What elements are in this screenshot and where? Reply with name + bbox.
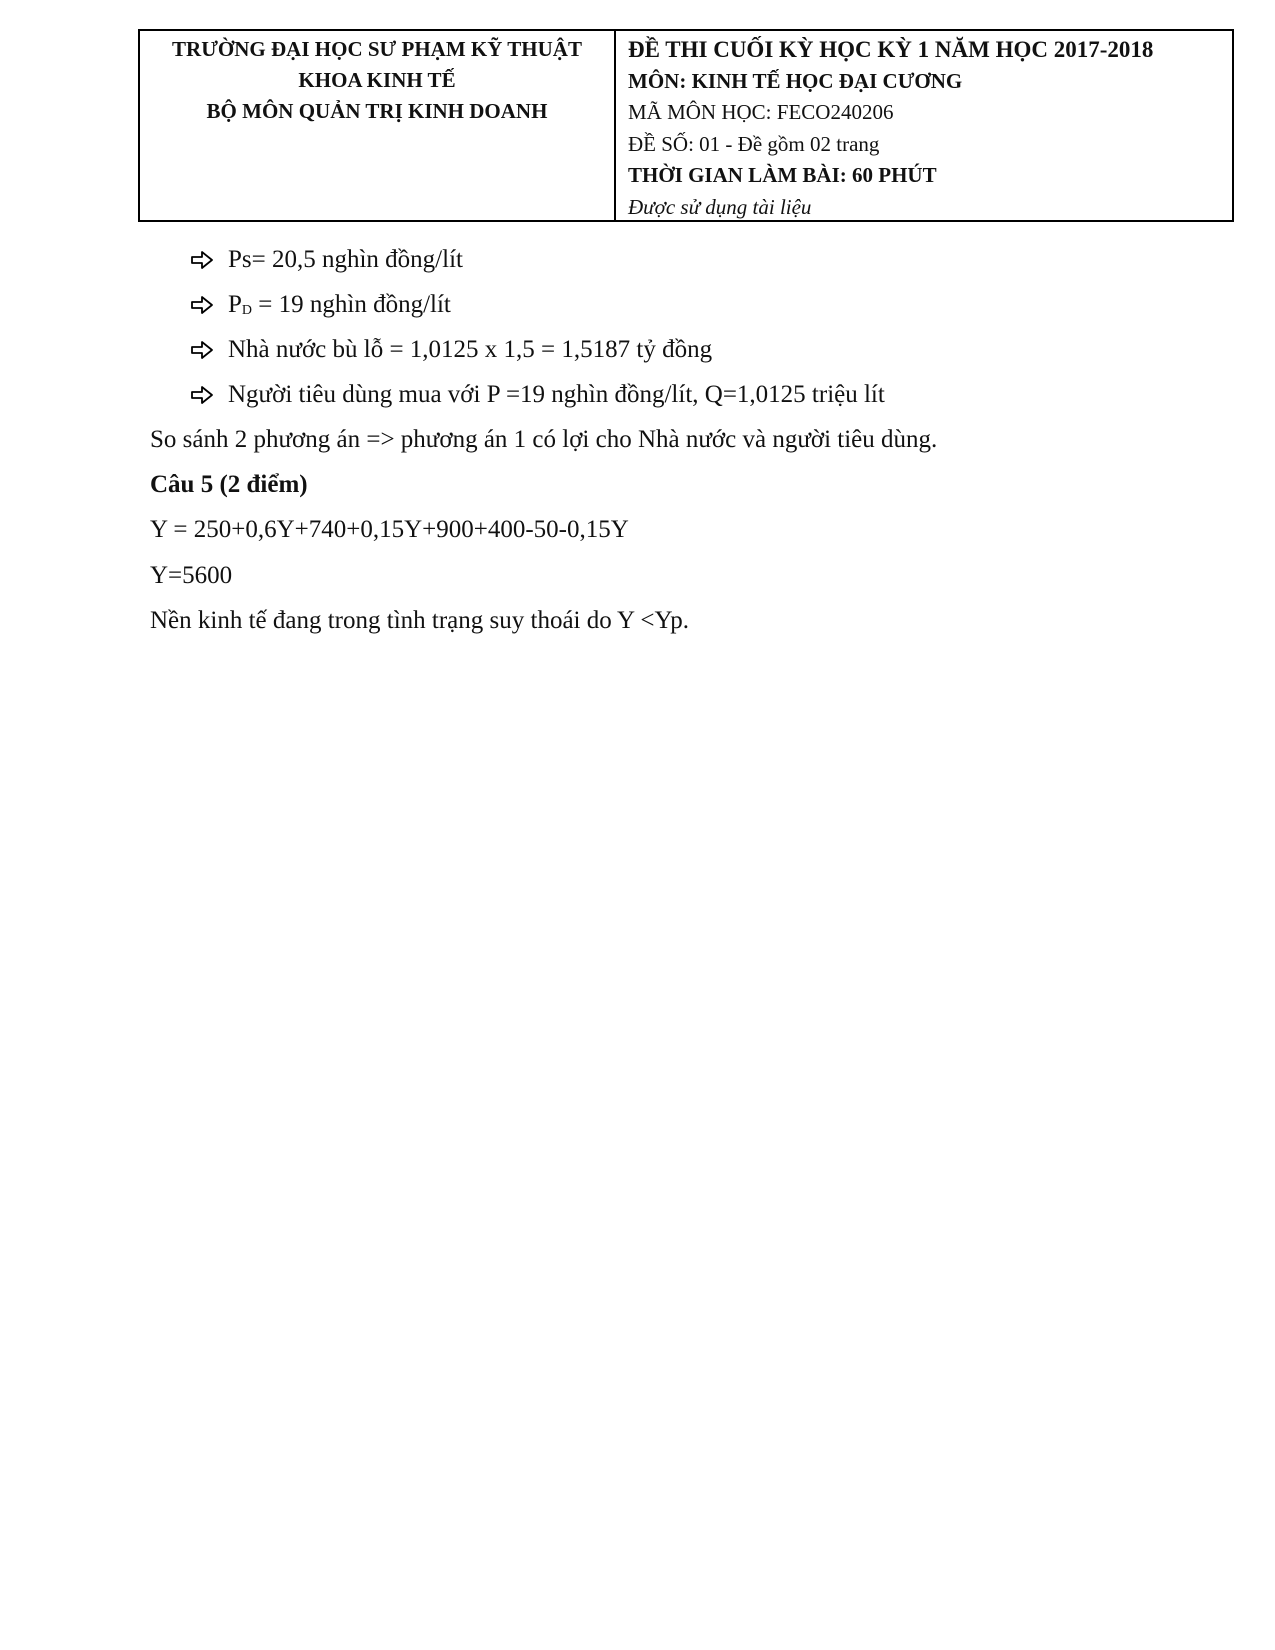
comparison-paragraph: So sánh 2 phương án => phương án 1 có lợi cho Nhà nước và người tiêu dùng. (150, 426, 938, 453)
exam-duration: THỜI GIAN LÀM BÀI: 60 PHÚT (628, 163, 937, 187)
bullet-item-pd (190, 290, 451, 320)
right-arrow-outline-icon (190, 335, 216, 365)
materials-note: Được sử dụng tài liệu (628, 194, 812, 219)
equation-line: Y = 250+0,6Y+740+0,15Y+900+400-50-0,15Y (150, 516, 629, 543)
right-arrow-outline-icon (190, 245, 216, 275)
bullet-item-subsidy (190, 335, 712, 365)
right-arrow-outline-icon (190, 290, 216, 320)
pd-subscript: D (241, 303, 253, 318)
department-name: BỘ MÔN QUẢN TRỊ KINH DOANH (206, 99, 548, 123)
exam-header-table (138, 29, 1234, 222)
bullet-text-ps: Ps= 20,5 nghìn đồng/lít (228, 246, 463, 273)
right-arrow-outline-icon (190, 380, 216, 410)
university-name: TRƯỜNG ĐẠI HỌC SƯ PHẠM KỸ THUẬT (172, 37, 582, 61)
faculty-name: KHOA KINH TẾ (298, 68, 456, 92)
bullet-item-consumer (190, 380, 885, 410)
exam-title: ĐỀ THI CUỐI KỲ HỌC KỲ 1 NĂM HỌC 2017-2018 (628, 37, 1154, 62)
result-line: Y=5600 (150, 562, 233, 589)
pd-rest: = 19 nghìn đồng/lít (252, 291, 451, 318)
conclusion-line: Nền kinh tế đang trong tình trạng suy thoái do Y <Yp. (150, 607, 690, 634)
subject-name: MÔN: KINH TẾ HỌC ĐẠI CƯƠNG (628, 68, 963, 93)
bullet-text-subsidy: Nhà nước bù lỗ = 1,0125 x 1,5 = 1,5187 tỷ đồng (228, 336, 713, 363)
pd-symbol: P (228, 291, 242, 318)
header-institution-cell (140, 31, 616, 220)
question-5-heading: Câu 5 (2 điểm) (150, 471, 308, 498)
exam-number: ĐỀ SỐ: 01 - Đề gồm 02 trang (628, 131, 880, 156)
header-exam-info-cell (616, 31, 1232, 220)
bullet-item-ps (190, 245, 463, 275)
bullet-text-consumer: Người tiêu dùng mua với P =19 nghìn đồng/lít, Q=1,0125 triệu lít (228, 381, 885, 408)
course-code: MÃ MÔN HỌC: FECO240206 (628, 100, 894, 124)
